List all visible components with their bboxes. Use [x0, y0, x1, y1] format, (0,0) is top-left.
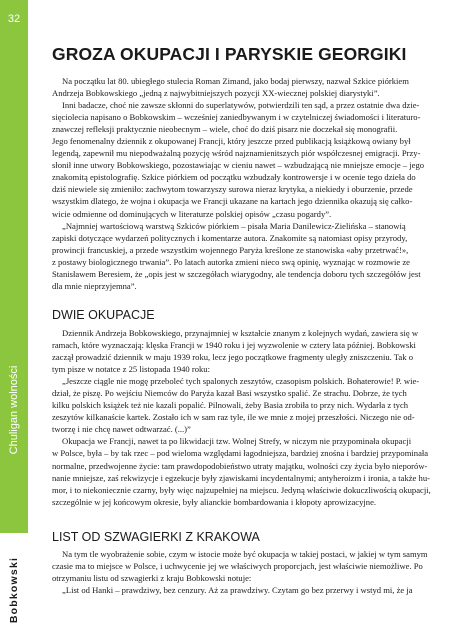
text-line: otrzymaniu listu od szwagierki z kraju Bobkowski notuje:	[52, 573, 252, 584]
text-line: „Najmniej wartościową warstwą Szkiców piórkiem – pisała Maria Danilewicz-Zielińska – stanowią	[62, 220, 406, 231]
text-line: Okupacja we Francji, nawet ta po likwidacji tzw. Wolnej Strefy, w niczym nie przypominała okupacji	[62, 436, 412, 447]
section-heading-dwie-okupacje: DWIE OKUPACJE	[52, 308, 155, 322]
text-line: legendą, zapewnił mu niepodważalną pozycję wśród najznamienitszych piór współczesnej emigracji. Przy-	[52, 148, 421, 159]
text-line: Jego fenomenalny dziennik z okupowanej Francji, który jeszcze przed publikacją książkową owiany był	[52, 136, 411, 147]
text-line: kilku polskich książek też nie kazali popalić. Pilnowali, żeby Basia zrobiła to przy nich. Wydarła z tych	[52, 400, 409, 411]
text-line: normalne, przedwojenne życie: tam prawdopodobieństwo utraty majątku, wolności czy życia było nieporów-	[52, 460, 428, 471]
text-line: Na początku lat 80. ubiegłego stulecia Roman Zimand, jako bodaj pierwszy, nazwał Szkice piórkiem	[62, 76, 409, 86]
text-line: zapiski dotyczące wydarzeń politycznych i komentarze autora. Znakomite są natomiast opisy przyrody,	[52, 232, 408, 243]
text-line: z postawy biologicznego trwania”. Po latach autorka zmieni nieco swą opinię, wyznając w rozmowie ze	[52, 256, 410, 267]
intro-text	[52, 75, 434, 292]
text-line: wicie odmienne od dominujących w literaturze polskiej opisów „czasu pogardy”.	[52, 208, 332, 219]
text-line: dla mnie nieprzyjemna”.	[52, 280, 137, 291]
text-line: zeszytów kilkanaście kartek. Zostało ich w sam raz tyle, ile we mnie z mojej przeszłości. Niczego nie od-	[52, 412, 415, 423]
text-line: sięciolecia napisano o Bobkowskim – wcześniej zaniedbywanym i w czytelniczej świadomości i literaturo-	[52, 112, 421, 123]
text-line: znawczej refleksji praktycznie nieobecnym – wiele, choć do dziś pisarz nie doczekał się monografii.	[52, 124, 398, 135]
series-label: Chuligan wolności	[8, 365, 20, 455]
text-line: czasie ma to miejsce w Polsce, i uchwycenie jej we właściwych proporcjach, jest właściwie niemożliwe. Po	[52, 561, 423, 572]
text-line: tworzę i nie chcę nawet odtwarzać. (...)”	[52, 424, 191, 435]
text-line: tym pisze w notatce z 25 listopada 1940 roku:	[52, 364, 210, 375]
text-line: nanie mniejsze, zaś rekwizycje i egzekucje były zjawiskami incydentalnymi; antyheroizm i ironia, a także hu-	[52, 472, 430, 483]
page-number: 32	[0, 0, 28, 38]
text-line: „Jeszcze ciągle nie mogę przeboleć tych spalonych zeszytów, czasopism polskich. Bohaterowie! P. wie-	[62, 376, 420, 387]
text-line: w Polsce, była – by tak rzec – pod wieloma względami łagodniejsza, bardziej znośna i bardziej przypominała	[52, 448, 429, 459]
text-line: dział, że piszę. Po wejściu Niemców do Paryża kazał Basi wszystko spalić. Ze strachu. Dobrze, że tych	[52, 388, 407, 399]
text-line: dziś niewiele się zmieniło: zachwytom towarzyszy surowa nieraz krytyka, a niekiedy i oburzenie, przede	[52, 184, 413, 195]
text-line: Andrzeja Bobkowskiego „jedną z najwybitniejszych pozycji XX-wiecznej polskiej diarystyki”.	[52, 88, 380, 99]
section-text-dwie-okupacje	[52, 327, 434, 508]
text-line: „List od Hanki – prawdziwy, bez cenzury. Aż za prawdziwy. Czytam go bez przerwy i wstyd mi, że ja	[62, 585, 413, 596]
text-line: Inni badacze, choć nie zawsze skłonni do superlatywów, potwierdzili ten sąd, a przez ostatnie dwa dzie-	[62, 100, 420, 111]
text-line: znakomitą epistolografię. Szkice piórkiem od początku wzbudzały kontrowersje i w ocenie tego dzieła do	[52, 172, 416, 183]
series-band	[0, 38, 28, 533]
article-title: GROZA OKUPACJI I PARYSKIE GEORGIKI	[52, 44, 407, 64]
text-line: wszystkim dlatego, że wojna i okupacja we Francji ukazane na kartach jego dziennika okazują się całko-	[52, 196, 413, 207]
section-text-list-od-szwagierki	[52, 548, 434, 596]
section-heading-list-od-szwagierki: LIST OD SZWAGIERKI Z KRAKOWA	[52, 530, 260, 544]
text-line: szczególnie w jej końcowym okresie, były alianckie bombardowania i kłopoty aprowizacyjne.	[52, 496, 377, 507]
author-tab-label: Bobkowski	[8, 556, 20, 624]
text-line: słonił inne utwory Bobkowskiego, pozostawiając w cieniu nawet – wzbudzającą nie mniejsze emocje – jego	[52, 160, 425, 171]
left-sidebar	[0, 0, 28, 640]
text-line: mor, i to niekoniecznie czarny, były więc najzupełniej na miejscu. Jedyną właściwie dokuczliwością okupacji,	[52, 484, 431, 495]
text-line: Dziennik Andrzeja Bobkowskiego, przynajmniej w kształcie znanym z kolejnych wydań, zawiera się w	[62, 328, 419, 338]
text-line: Na tym tle wyobrażenie sobie, czym w istocie może być okupacja w takiej postaci, w jakiej w tym samym	[62, 549, 428, 559]
text-line: prowincji francuskiej, a przede wszystkim wojennego Paryża kreślone ze stanowiska «aby przetrwać!»,	[52, 244, 409, 255]
text-line: zaczął prowadzić dziennik w maju 1939 roku, lecz jego początkowe fragmenty uległy zniszczeniu. Tak o	[52, 352, 413, 363]
text-line: ramach, które wyznaczają: klęska Francji w 1940 roku i jej wyzwolenie w cztery lata później. Bobkowski	[52, 340, 416, 351]
text-line: Stanisławem Beresiem, że „opis jest w szczegółach wiarygodny, ale tendencja doboru tych szczegółów jest	[52, 268, 421, 279]
